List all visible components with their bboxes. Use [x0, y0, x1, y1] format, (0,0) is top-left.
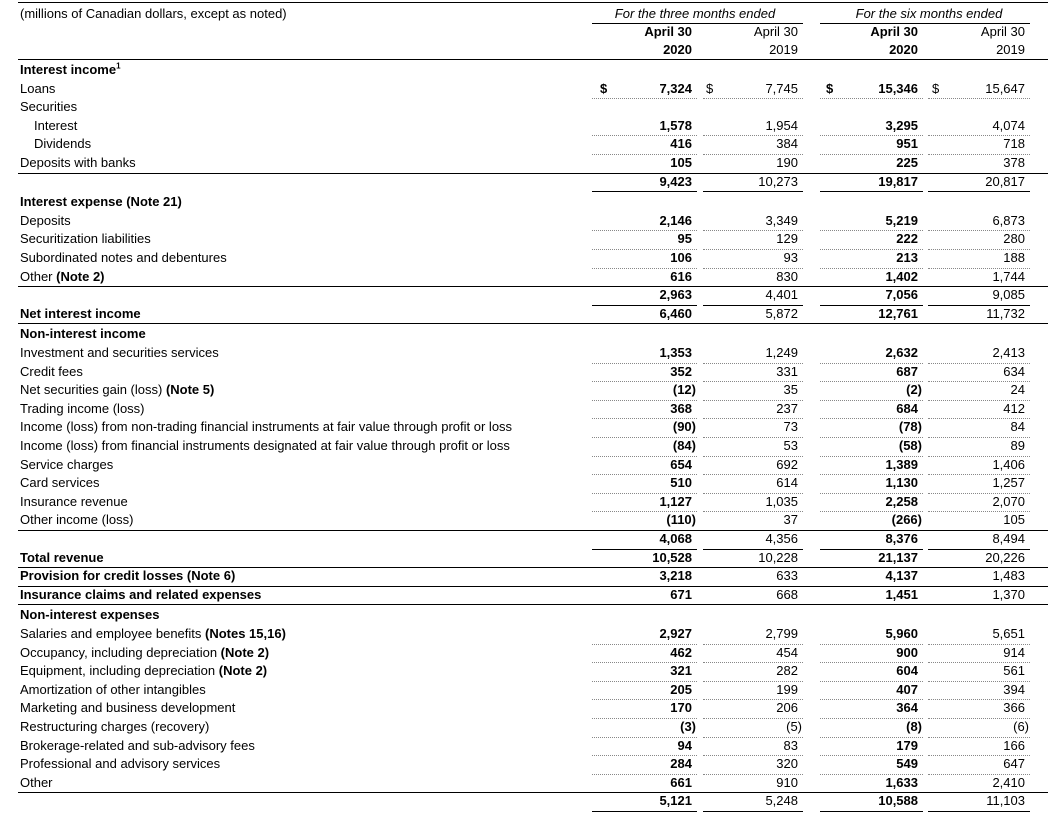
value-cell: 2,258 — [885, 493, 918, 509]
row-label — [20, 512, 133, 528]
value-cell: 1,257 — [992, 475, 1025, 491]
value-cell: 5,219 — [885, 212, 918, 228]
value-cell: 1,370 — [992, 586, 1025, 602]
value-cell: 654 — [670, 456, 692, 472]
value-cell: 1,633 — [885, 774, 918, 790]
row-label — [20, 700, 235, 716]
row-label — [20, 345, 219, 361]
value-cell: 4,074 — [992, 117, 1025, 133]
row-label-text: Investment and securities services — [20, 345, 219, 360]
value-cell: 412 — [1003, 400, 1025, 416]
note-reference: (Notes 15,16) — [201, 626, 286, 641]
value-cell: 37 — [783, 512, 798, 528]
value-cell: 549 — [896, 756, 918, 772]
value-cell: 105 — [1003, 512, 1025, 528]
value-cell: 671 — [670, 586, 692, 602]
value-cell: 687 — [896, 363, 918, 379]
currency-symbol: $ — [706, 80, 714, 96]
row-label-text: Dividends — [34, 136, 92, 152]
value-cell: 1,249 — [765, 345, 798, 360]
value-cell: 199 — [776, 681, 798, 697]
value-cell: 684 — [896, 400, 918, 416]
row-label — [20, 719, 209, 735]
value-cell: 462 — [670, 644, 692, 660]
value-cell: 352 — [670, 363, 692, 379]
row-label — [20, 738, 255, 754]
value-cell: 830 — [776, 268, 798, 284]
value-cell: 914 — [1003, 644, 1025, 660]
value-cell: 282 — [776, 663, 798, 679]
subtotal-rule — [592, 811, 697, 812]
row-label — [20, 269, 105, 285]
row-label — [20, 494, 128, 510]
row-label — [20, 326, 146, 342]
row-label — [20, 775, 53, 791]
value-cell: 1,954 — [765, 117, 798, 133]
row-label — [20, 81, 55, 97]
row-label-text: Deposits with banks — [20, 155, 136, 170]
subtotal-rule — [820, 811, 923, 812]
row-label-text: Insurance claims and related expenses — [20, 586, 262, 602]
value-cell: 1,578 — [659, 117, 692, 133]
row-label — [20, 475, 99, 491]
top-rule — [18, 2, 1048, 3]
value-cell: 73 — [783, 419, 798, 435]
value-cell: 170 — [670, 700, 692, 716]
currency-symbol: $ — [932, 80, 940, 96]
column-header-month: April 30 — [753, 24, 798, 39]
value-cell: 510 — [670, 475, 692, 491]
value-cell: 284 — [670, 756, 692, 772]
row-label — [20, 587, 261, 603]
row-label-text: Insurance revenue — [20, 493, 128, 509]
value-cell: 2,963 — [659, 287, 692, 303]
value-cell: 129 — [776, 231, 798, 247]
value-cell: 2,799 — [765, 626, 798, 641]
row-label-text: Trading income (loss) — [20, 400, 145, 416]
row-label-text: Credit fees — [20, 363, 83, 379]
column-header-year: 2020 — [663, 42, 692, 57]
value-cell: 407 — [896, 681, 918, 697]
subtotal-rule — [592, 191, 697, 192]
row-label-text: Salaries and employee benefits — [20, 626, 202, 641]
value-cell: 4,356 — [765, 531, 798, 546]
value-cell: 93 — [783, 250, 798, 265]
value-cell: 9,423 — [659, 173, 692, 189]
value-cell: 2,146 — [659, 212, 692, 228]
footnote-marker: 1 — [116, 61, 121, 71]
row-label — [20, 231, 151, 247]
value-cell: 2,410 — [992, 774, 1025, 790]
value-cell: 2,413 — [992, 345, 1025, 360]
note-reference: (Note 2) — [52, 268, 105, 284]
value-cell: (8) — [906, 719, 922, 734]
value-cell: 1,035 — [765, 493, 798, 509]
value-cell: 19,817 — [878, 173, 918, 189]
row-label-text: Service charges — [20, 456, 114, 472]
value-cell: 20,817 — [985, 173, 1025, 189]
subtotal-rule — [928, 191, 1030, 192]
value-cell: 7,745 — [765, 80, 798, 96]
six-months-header: For the six months ended — [855, 6, 1003, 21]
value-cell: 83 — [783, 737, 798, 753]
value-cell: 9,085 — [992, 287, 1025, 303]
row-label — [20, 682, 206, 698]
value-cell: 225 — [896, 155, 918, 170]
column-header-month: April 30 — [870, 24, 918, 39]
row-label — [20, 756, 220, 772]
value-cell: 661 — [670, 774, 692, 790]
value-cell: 24 — [1010, 382, 1025, 398]
value-cell: 10,273 — [758, 173, 798, 189]
row-label-text: Marketing and business development — [20, 700, 236, 716]
value-cell: 5,121 — [659, 793, 692, 809]
value-cell: 21,137 — [878, 549, 918, 565]
value-cell: 368 — [670, 400, 692, 416]
value-cell: 5,248 — [765, 793, 798, 809]
row-label — [20, 62, 121, 78]
row-label-text: Professional and advisory services — [20, 756, 221, 772]
value-cell: 6,873 — [992, 212, 1025, 228]
value-cell: 366 — [1003, 700, 1025, 716]
row-label-text: Provision for credit losses — [20, 568, 184, 584]
note-reference: (Note 5) — [162, 382, 215, 398]
value-cell: (12) — [672, 382, 696, 398]
value-cell: 604 — [896, 663, 918, 679]
value-cell: 188 — [1003, 250, 1025, 265]
value-cell: 206 — [776, 700, 798, 716]
row-label-text: Total revenue — [20, 549, 104, 565]
dotted-rule — [592, 98, 697, 99]
row-label-text: Net securities gain (loss) — [20, 382, 163, 398]
row-label-text: Other income (loss) — [20, 512, 134, 528]
value-cell: 331 — [776, 363, 798, 379]
value-cell: 11,103 — [986, 793, 1025, 809]
subtotal-rule — [820, 191, 923, 192]
value-cell: 4,401 — [765, 287, 798, 303]
value-cell: 616 — [670, 268, 692, 284]
subtotal-rule — [703, 811, 803, 812]
row-label-text: Interest expense — [20, 194, 123, 210]
column-header-month: April 30 — [644, 24, 692, 39]
value-cell: (2) — [906, 382, 922, 398]
value-cell: 10,588 — [878, 793, 918, 809]
header-bottom-rule — [18, 59, 1048, 60]
value-cell: 416 — [670, 136, 692, 152]
value-cell: 378 — [1003, 155, 1025, 170]
subtotal-rule — [928, 811, 1030, 812]
row-label-text: Securitization liabilities — [20, 231, 151, 247]
value-cell: 3,349 — [765, 212, 798, 228]
value-cell: (58) — [898, 438, 922, 453]
value-cell: 12,761 — [878, 305, 918, 321]
value-cell: (78) — [898, 419, 922, 435]
row-label-text: Loans — [20, 80, 56, 96]
value-cell: 106 — [670, 250, 692, 265]
value-cell: 2,927 — [659, 626, 692, 641]
currency-symbol: $ — [826, 80, 834, 96]
value-cell: 2,070 — [992, 493, 1025, 509]
units-note: (millions of Canadian dollars, except as noted) — [20, 6, 287, 21]
value-cell: 213 — [896, 250, 918, 265]
value-cell: 237 — [776, 400, 798, 416]
row-rule — [18, 604, 1048, 605]
value-cell: 20,226 — [985, 549, 1025, 565]
value-cell: 692 — [776, 456, 798, 472]
value-cell: 320 — [776, 756, 798, 772]
value-cell: (3) — [680, 719, 696, 734]
value-cell: 900 — [896, 644, 918, 660]
value-cell: 179 — [896, 737, 918, 753]
value-cell: 1,127 — [659, 493, 692, 509]
column-header-year: 2019 — [769, 42, 798, 57]
value-cell: 561 — [1003, 663, 1025, 679]
row-label — [34, 118, 77, 134]
value-cell: 35 — [783, 382, 798, 398]
row-label — [20, 645, 269, 661]
value-cell: 634 — [1003, 363, 1025, 379]
three-months-header: For the three months ended — [614, 6, 776, 21]
row-label-text: Deposits — [20, 212, 71, 228]
value-cell: (84) — [672, 438, 696, 453]
value-cell: 6,460 — [659, 305, 692, 321]
row-label — [20, 568, 235, 584]
row-label-text: Interest income — [20, 62, 117, 77]
value-cell: 718 — [1003, 136, 1025, 152]
value-cell: (110) — [666, 512, 696, 528]
row-label — [20, 155, 136, 171]
value-cell: 205 — [670, 681, 692, 697]
currency-symbol: $ — [600, 80, 608, 96]
value-cell: 3,218 — [659, 568, 692, 584]
value-cell: 11,732 — [986, 305, 1025, 321]
value-cell: 15,647 — [985, 80, 1025, 96]
value-cell: 1,451 — [885, 586, 918, 602]
note-reference: (Note 6) — [183, 568, 236, 584]
value-cell: 1,744 — [992, 268, 1025, 284]
row-label-text: Card services — [20, 475, 100, 491]
value-cell: 647 — [1003, 756, 1025, 772]
row-label-text: Restructuring charges (recovery) — [20, 719, 210, 734]
value-cell: 614 — [776, 475, 798, 491]
value-cell: 7,056 — [885, 287, 918, 303]
value-cell: (266) — [891, 512, 922, 528]
value-cell: 394 — [1003, 681, 1025, 697]
note-reference: (Note 21) — [122, 194, 182, 210]
row-label — [20, 382, 214, 398]
value-cell: 3,295 — [885, 117, 918, 133]
value-cell: 89 — [1010, 438, 1025, 453]
row-label — [34, 136, 91, 152]
value-cell: (90) — [672, 419, 696, 435]
value-cell: 105 — [670, 155, 692, 170]
value-cell: 222 — [896, 231, 918, 247]
value-cell: 633 — [776, 568, 798, 584]
value-cell: 2,632 — [885, 345, 918, 360]
row-label — [20, 99, 77, 115]
subtotal-rule — [703, 191, 803, 192]
row-label-text: Other — [20, 774, 53, 790]
row-rule — [18, 323, 1048, 324]
value-cell: 1,130 — [885, 475, 918, 491]
row-label — [20, 457, 113, 473]
note-reference: (Note 2) — [217, 644, 270, 660]
value-cell: 10,228 — [758, 549, 798, 565]
value-cell: (5) — [786, 719, 802, 734]
row-label — [20, 364, 83, 380]
dotted-rule — [928, 98, 1030, 99]
row-label-text: Securities — [20, 99, 78, 115]
value-cell: 4,137 — [885, 568, 918, 584]
row-label — [20, 607, 159, 623]
column-header-month: April 30 — [980, 24, 1025, 39]
value-cell: 1,389 — [885, 456, 918, 472]
dotted-rule — [820, 98, 923, 99]
value-cell: 94 — [677, 737, 692, 753]
value-cell: 454 — [776, 644, 798, 660]
row-label-text: Non-interest income — [20, 326, 146, 342]
value-cell: 1,402 — [885, 268, 918, 284]
value-cell: 5,651 — [992, 626, 1025, 641]
row-label-text: Net interest income — [20, 305, 141, 321]
row-label — [20, 550, 104, 566]
value-cell: 10,528 — [652, 549, 692, 565]
value-cell: 15,346 — [878, 80, 918, 96]
row-label-text: Amortization of other intangibles — [20, 681, 206, 697]
row-label-text: Other — [20, 268, 53, 284]
value-cell: 280 — [1003, 231, 1025, 247]
row-label-text: Occupancy, including depreciation — [20, 644, 218, 660]
value-cell: 951 — [896, 136, 918, 152]
value-cell: 5,872 — [765, 305, 798, 321]
value-cell: 8,494 — [992, 531, 1025, 546]
column-header-year: 2019 — [996, 42, 1025, 57]
row-label — [20, 250, 227, 266]
row-label — [20, 306, 141, 322]
value-cell: 1,353 — [659, 345, 692, 360]
value-cell: 4,068 — [659, 531, 692, 546]
value-cell: 84 — [1010, 419, 1025, 435]
row-label-text: Subordinated notes and debentures — [20, 250, 227, 265]
value-cell: 5,960 — [885, 626, 918, 641]
value-cell: 321 — [670, 663, 692, 679]
row-label-text: Income (loss) from financial instruments designated at fair value through profit or loss — [20, 438, 510, 453]
value-cell: 364 — [896, 700, 918, 716]
row-label — [20, 626, 286, 642]
row-label-text: Income (loss) from non-trading financial instruments at fair value through profit or loss — [20, 419, 513, 435]
row-label-text: Interest — [34, 117, 78, 133]
note-reference: (Note 2) — [215, 663, 268, 679]
value-cell: 53 — [783, 438, 798, 453]
value-cell: 166 — [1003, 737, 1025, 753]
row-label — [20, 419, 512, 435]
value-cell: 1,406 — [992, 456, 1025, 472]
row-label-text: Non-interest expenses — [20, 607, 160, 623]
value-cell: 95 — [677, 231, 692, 247]
row-label-text: Brokerage-related and sub-advisory fees — [20, 737, 255, 753]
value-cell: 910 — [776, 774, 798, 790]
value-cell: 190 — [776, 155, 798, 170]
value-cell: (6) — [1013, 719, 1029, 734]
column-header-year: 2020 — [889, 42, 918, 57]
row-label — [20, 194, 182, 210]
value-cell: 7,324 — [659, 80, 692, 96]
value-cell: 8,376 — [885, 531, 918, 546]
row-label — [20, 663, 267, 679]
value-cell: 668 — [776, 586, 798, 602]
row-label-text: Equipment, including depreciation — [20, 663, 216, 679]
value-cell: 1,483 — [992, 568, 1025, 584]
row-label — [20, 401, 145, 417]
row-label — [20, 438, 510, 454]
value-cell: 384 — [776, 136, 798, 152]
row-label — [20, 213, 71, 229]
dotted-rule — [703, 98, 803, 99]
